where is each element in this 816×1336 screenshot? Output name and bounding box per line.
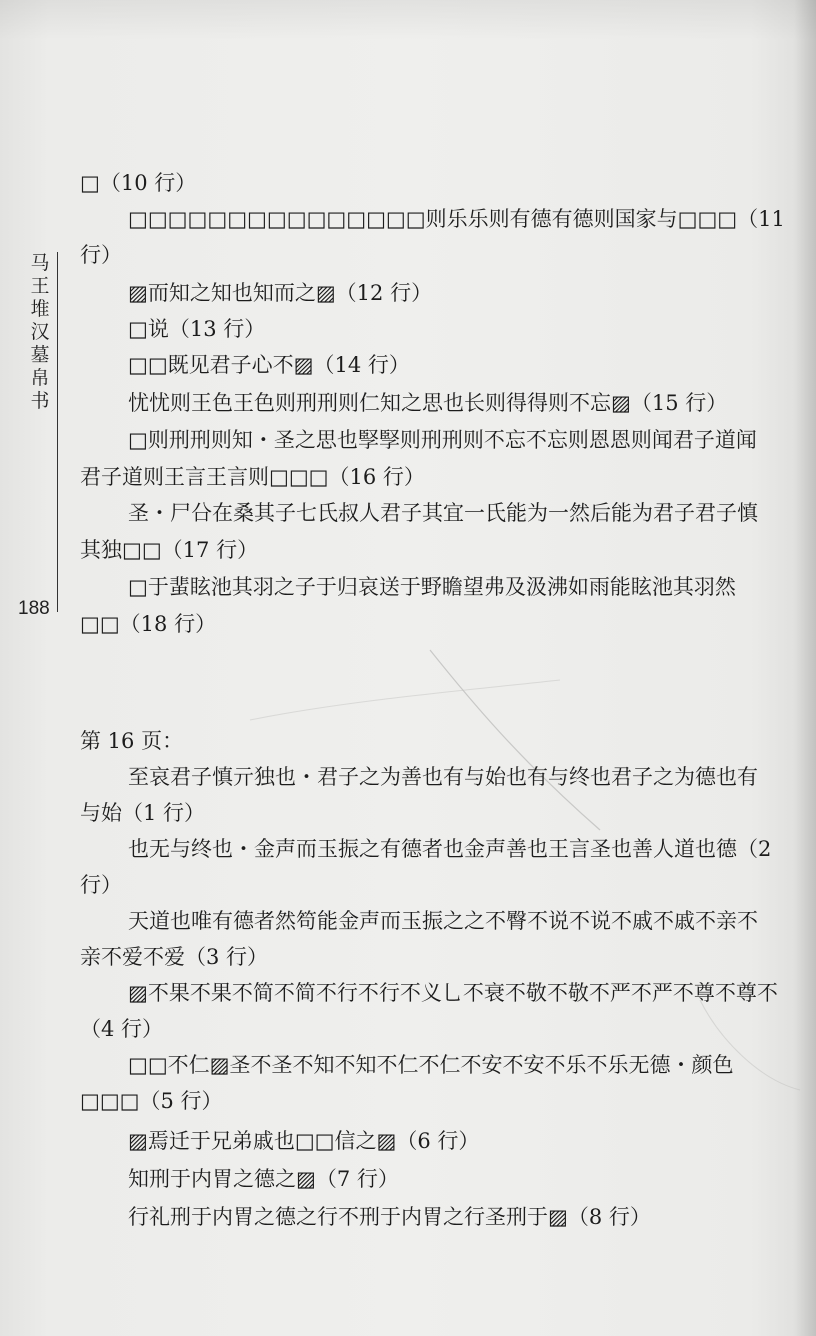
text-line: □□□（5 行） <box>80 1089 223 1113</box>
running-title-char: 马 <box>30 252 50 274</box>
text-line: □于蜚眩池其羽之子于归哀送于野瞻望弗及汲沸如雨能眩池其羽然 <box>128 575 736 599</box>
text-line: ▨焉迁于兄弟戚也□□信之▨（6 行） <box>128 1129 480 1153</box>
section-heading: 第 16 页： <box>80 729 184 753</box>
text-line: 至哀君子慎亓独也・君子之为善也有与始也有与终也君子之为德也有 <box>128 765 758 789</box>
text-line: 其独□□（17 行） <box>80 538 259 562</box>
text-line: 知刑于内胃之德之▨（7 行） <box>128 1167 399 1191</box>
running-title-char: 王 <box>30 275 50 297</box>
text-line: □□（18 行） <box>80 612 217 636</box>
text-line: （4 行） <box>80 1017 164 1041</box>
text-line: 圣・尸㕣在桑其子七氏叔人君子其宜一氏能为一然后能为君子君子慎 <box>128 501 758 525</box>
text-line: 行礼刑于内胃之德之行不刑于内胃之行圣刑于▨（8 行） <box>128 1205 651 1229</box>
text-line: 忧忧则王色王色则刑刑则仁知之思也长则得得则不忘▨（15 行） <box>128 391 728 415</box>
text-line: 也无与终也・金声而玉振之有德者也金声善也王言圣也善人道也德（2 <box>128 837 772 861</box>
text-line: □□不仁▨圣不圣不知不知不仁不仁不安不安不乐不乐无德・颜色 <box>128 1053 734 1077</box>
text-line: 天道也唯有德者然笱能金声而玉振之之不臀不说不说不戚不戚不亲不 <box>128 909 758 933</box>
text-line: 亲不爱不爱（3 行） <box>80 945 269 969</box>
text-line: □则刑刑则知・圣之思也孯孯则刑刑则不忘不忘则恩恩则闻君子道闻 <box>128 428 757 452</box>
text-line: □（10 行） <box>80 171 197 195</box>
running-title-char: 帛 <box>30 367 50 389</box>
running-title-char: 堆 <box>30 298 50 320</box>
running-title-char: 汉 <box>30 321 50 343</box>
text-line: 行） <box>80 873 122 897</box>
text-line: 与始（1 行） <box>80 801 206 825</box>
text-line: □说（13 行） <box>128 317 266 341</box>
running-title-char: 书 <box>30 390 50 412</box>
text-line: ▨不果不果不简不简不行不行不义乚不衰不敬不敬不严不严不尊不尊不 <box>128 981 778 1005</box>
text-line: 行） <box>80 243 122 267</box>
running-title-char: 墓 <box>30 344 50 366</box>
text-line: □□□□□□□□□□□□□□□则乐乐则有德有德则国家与□□□（11 <box>128 207 785 231</box>
page-number: 188 <box>18 598 50 619</box>
text-line: ▨而知之知也知而之▨（12 行） <box>128 281 433 305</box>
text-line: 君子道则王言王言则□□□（16 行） <box>80 465 425 489</box>
text-line: □□既见君子心不▨（14 行） <box>128 353 410 377</box>
